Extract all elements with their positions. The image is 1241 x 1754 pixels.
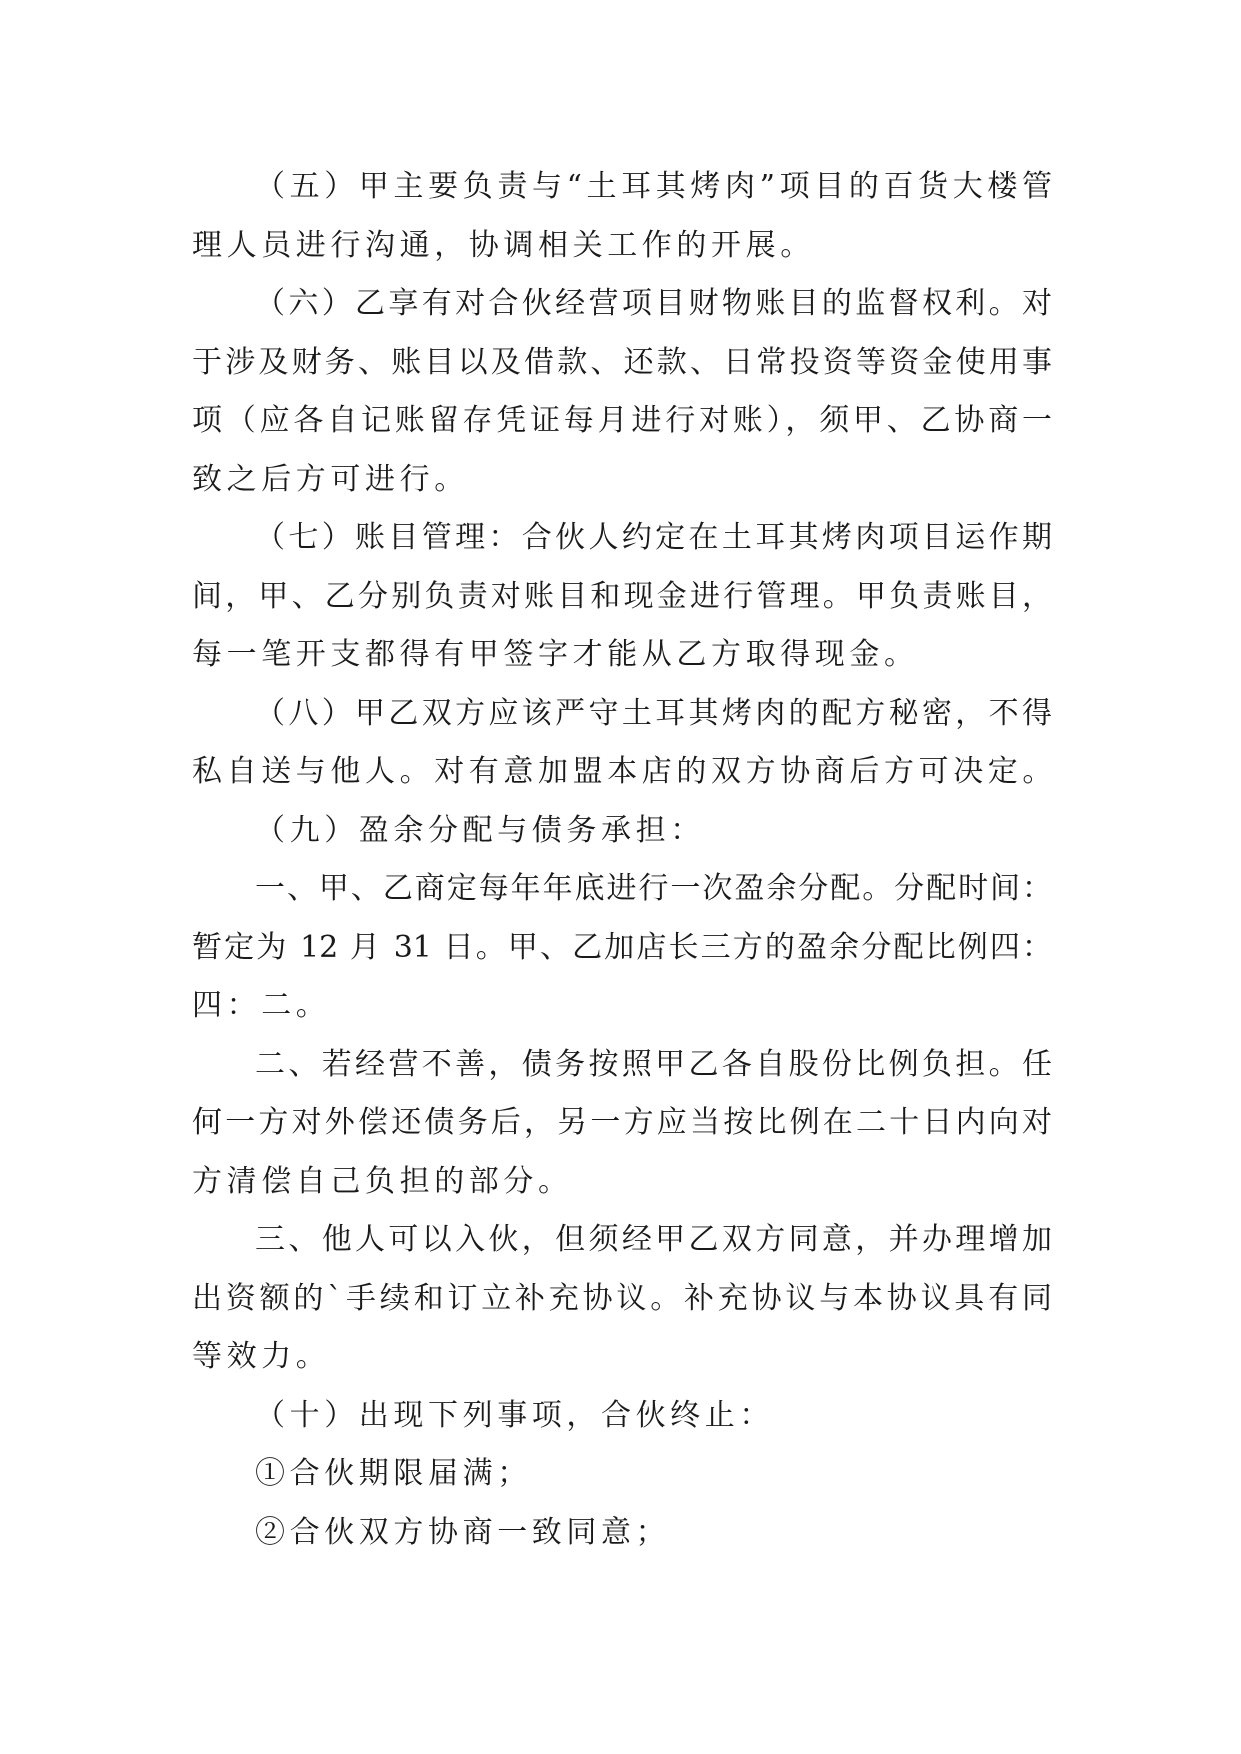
clause-2-line-1: 二、若经营不善，债务按照甲乙各自股份比例负担。任 [255, 1046, 1052, 1082]
clause-2-line-3: 方清偿自己负担的部分。 [192, 1163, 573, 1199]
paragraph-7-line-3: 每一笔开支都得有甲签字才能从乙方取得现金。 [192, 637, 919, 672]
document-page [192, 158, 1057, 1562]
termination-item-2: ②合伙双方协商一致同意； [255, 1514, 671, 1550]
paragraph-7-line-1: （七）账目管理：合伙人约定在土耳其烤肉项目运作期 [255, 520, 1052, 555]
paragraph-6-line-4: 致之后方可进行。 [192, 461, 469, 497]
paragraph-5-line-1: （五）甲主要负责与“土耳其烤肉”项目的百货大楼管 [255, 169, 1052, 204]
paragraph-9-heading: （九）盈余分配与债务承担： [255, 812, 705, 848]
paragraph-10-heading: （十）出现下列事项，合伙终止： [255, 1397, 774, 1433]
paragraph-6-line-1: （六）乙享有对合伙经营项目财物账目的监督权利。对 [255, 286, 1052, 321]
clause-1-line-2: 暂定为 12 月 31 日。甲、乙加店长三方的盈余分配比例四： [192, 929, 1052, 965]
paragraph-6-line-2: 于涉及财务、账目以及借款、还款、日常投资等资金使用事 [192, 344, 1052, 380]
paragraph-5-line-2: 理人员进行沟通，协调相关工作的开展。 [192, 227, 815, 263]
paragraph-7-line-2: 间，甲、乙分别负责对账目和现金进行管理。甲负责账目， [192, 578, 1052, 614]
clause-3-line-1: 三、他人可以入伙，但须经甲乙双方同意，并办理增加 [255, 1222, 1052, 1257]
clause-3-line-2: 出资额的`手续和订立补充协议。补充协议与本协议具有同 [192, 1280, 1052, 1316]
paragraph-8-line-1: （八）甲乙双方应该严守土耳其烤肉的配方秘密，不得 [255, 695, 1052, 731]
paragraph-8-line-2: 私自送与他人。对有意加盟本店的双方协商后方可决定。 [192, 754, 1057, 789]
paragraph-6-line-3: 项（应各自记账留存凭证每月进行对账），须甲、乙协商一 [192, 403, 1052, 438]
clause-1-line-3: 四：二。 [192, 988, 331, 1023]
clause-2-line-2: 何一方对外偿还债务后，另一方应当按比例在二十日内向对 [192, 1105, 1052, 1140]
termination-item-1: ①合伙期限届满； [255, 1456, 532, 1491]
clause-1-line-1: 一、甲、乙商定每年年底进行一次盈余分配。分配时间： [255, 871, 1052, 906]
clause-3-line-3: 等效力。 [192, 1339, 331, 1374]
